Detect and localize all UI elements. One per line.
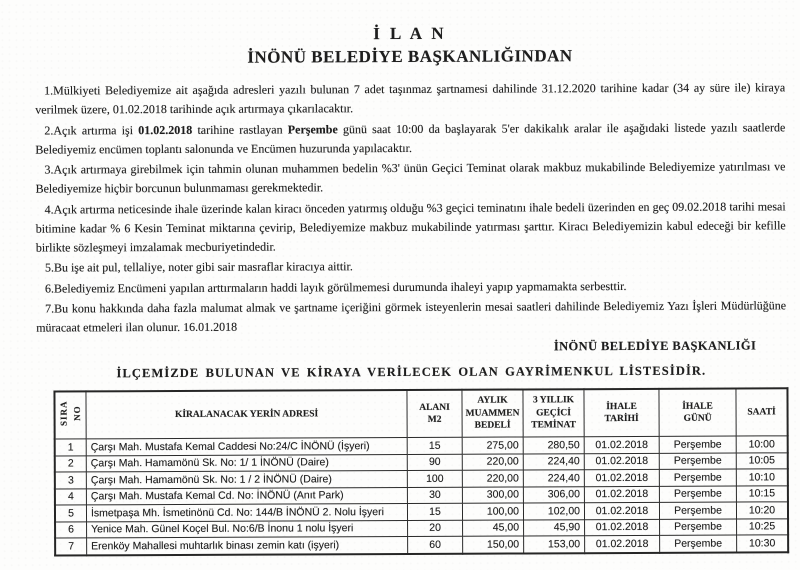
table-cell: 6 (55, 521, 87, 538)
table-cell: 220,00 (462, 470, 523, 487)
table-cell: 10:30 (737, 535, 789, 552)
table-header-row (54, 388, 787, 439)
table-cell: 10:25 (737, 518, 789, 535)
table-cell: 10:00 (736, 436, 788, 453)
table-cell: 102,00 (523, 503, 584, 520)
table-cell: 01.02.2018 (584, 436, 659, 453)
table-cell: 01.02.2018 (584, 469, 659, 486)
column-header: KİRALANACAK YERİN ADRESİ (86, 390, 407, 439)
table-cell: Perşembe (659, 436, 736, 453)
table-cell: Çarşı Mah. Hamamönü Sk. No: 1 / 2 İNÖNÜ (Daire) (86, 470, 407, 488)
paragraph (35, 78, 785, 119)
table-cell: 280,50 (523, 437, 584, 454)
table-body (55, 436, 788, 555)
text-run: 6.Belediyemiz Encümeni yapılan arttırmaların haddi layık görülmemesi durumunda ihaleyi yapıp yapmamakta serbesttir. (44, 278, 627, 296)
table-cell: 15 (407, 437, 462, 454)
bold-text-run: 01.02.2018 (138, 122, 193, 137)
paragraph (36, 197, 786, 257)
table-cell: 224,40 (523, 453, 584, 470)
table-cell: 20 (408, 520, 463, 537)
table-cell: 220,00 (462, 453, 523, 470)
text-run: 5.Bu işe ait pul, tellaliye, noter gibi sair masraflar kiracıya aittir. (44, 259, 353, 275)
table-cell: 01.02.2018 (585, 519, 660, 536)
bold-text-run: Perşembe (287, 121, 338, 136)
table-cell: 153,00 (524, 536, 585, 553)
table-cell: 10:15 (736, 485, 788, 502)
signature-line: İNÖNÜ BELEDİYE BAŞKANLIĞI (553, 338, 757, 354)
table-cell: 01.02.2018 (584, 486, 659, 503)
column-header: İHALE TARİHİ (584, 389, 659, 437)
table-cell: 275,00 (462, 437, 523, 454)
table-cell: 3 (55, 472, 87, 489)
paragraph (36, 276, 786, 298)
paragraph (36, 255, 786, 277)
table-cell: 45,90 (524, 519, 585, 536)
table-cell: 306,00 (523, 486, 584, 503)
table-cell: 90 (407, 454, 462, 471)
page-subtitle: İNÖNÜ BELEDİYE BAŞKANLIĞINDAN (247, 46, 573, 67)
table-cell: 01.02.2018 (584, 502, 659, 519)
table-cell: Çarşı Mah. Mustafa Kemal Caddesi No:24/C İNÖNÜ (İşyeri) (86, 437, 407, 455)
table-cell: Çarşı Mah. Mustafa Kemal Cd. No: İNÖNÜ (Anıt Park) (86, 487, 407, 505)
table-cell: Perşembe (660, 535, 737, 552)
announcement-paragraphs (35, 78, 786, 337)
table-cell: Erenköy Mahallesi muhtarlık binası zemin katı (işyeri) (87, 536, 408, 554)
table-cell: 45,00 (463, 519, 524, 536)
table-cell: 10:05 (736, 452, 788, 469)
table-cell: Yenice Mah. Günel Koçel Bul. No:6/B İnonu 1 nolu İşyeri (87, 520, 408, 538)
table-cell: 300,00 (462, 486, 523, 503)
table-cell: 224,40 (523, 470, 584, 487)
text-run: tarihine rastlayan (192, 121, 288, 137)
text-run: 1.Mülkiyeti Belediyemize ait aşağıda adresleri yazılı bulunan 7 adet taşınmaz şartnamesi dahilinde 31.12.2020 tarihine kadar (34 ay süre ile) kiraya verilmek üzere, 01.02.2018 tarihinde açık artırmaya çıkarılacaktır. (35, 80, 786, 117)
table-cell: 30 (407, 487, 462, 504)
property-table (53, 387, 789, 556)
table-cell: Perşembe (659, 453, 736, 470)
table-cell: İsmetpaşa Mh. İsmetinönü Cd. No: 144/B İNÖNÜ 2. Nolu İşyeri (86, 503, 407, 521)
table-cell: Perşembe (659, 469, 736, 486)
table-cell: 4 (55, 488, 87, 505)
table-cell: Perşembe (659, 502, 736, 519)
table-cell: 1 (55, 439, 87, 456)
table-cell: 10:20 (736, 502, 788, 519)
table-cell: Çarşı Mah. Hamamönü Sk. No: 1/ 1 İNÖNÜ (Daire) (86, 454, 407, 472)
table-cell: 01.02.2018 (585, 535, 660, 552)
text-run: 4.Açık artırma neticesinde ihale üzerinde kalan kiracı önceden yatırmış olduğu %3 geçici teminatını ihale bedeli üzerinden en geç 09.02.2018 tarihi mesai bitimine kadar % 6 Kesin Teminat miktarına çevirip, Belediyemize makbuz mukabilinde yatırması şarttır. Kiracı Belediyemizin kabul edeceği bir kefille birlikte sözleşmeyi imzalamak mecburiyetindedir. (35, 198, 786, 255)
column-header: SAATİ (736, 388, 788, 436)
table-cell: 100 (407, 470, 462, 487)
text-run: 2.Açık artırma işi (44, 122, 139, 138)
column-header: İHALE GÜNÜ (659, 389, 736, 437)
column-header (54, 391, 86, 439)
column-header: ALANI M2 (407, 390, 462, 438)
page-title: İ L A N (373, 23, 447, 44)
table-cell: 01.02.2018 (584, 453, 659, 470)
table-cell: 60 (408, 536, 463, 553)
table-cell: 2 (55, 455, 87, 472)
paragraph (35, 118, 785, 159)
table-cell: 150,00 (463, 536, 524, 553)
column-header: 3 YILLIK GEÇİCİ TEMİNAT (523, 389, 584, 437)
text-run: 3.Açık artırmaya girebilmek için tahmin olunan muhammen bedelin %3' ünün Geçici Teminat olarak makbuz mukabilinde Belediyemize yatırılması ve Belediyemize hiçbir borcunun bulunmaması gerekmektedir. (35, 159, 786, 196)
column-header: AYLIK MUAMMEN BEDELİ (462, 389, 523, 437)
paragraph (35, 157, 785, 198)
table-cell: 10:10 (736, 469, 788, 486)
vertical-header-text: SIRA NO (58, 400, 83, 427)
table-row (55, 535, 788, 555)
property-list-title: İLÇEMİZDE BULUNAN VE KİRAYA VERİLECEK OLAN GAYRİMENKUL LİSTESİDİR. (116, 363, 707, 381)
table-cell: Perşembe (659, 486, 736, 503)
table-cell: 15 (407, 503, 462, 520)
text-run: 7.Bu konu hakkında daha fazla malumat almak ve şartname içeriğini görmek isteyenlerin mesai saatleri dahilinde Belediyemiz Yazı İşleri Müdürlüğüne müracaat etmeleri ilan olunur. 16.01.2018 (36, 298, 787, 335)
table-cell: 100,00 (462, 503, 523, 520)
table-cell: 7 (55, 538, 87, 555)
text-run: günü saat 10:00 da başlayarak 5'er dakikalık aralar ile aşağıdaki listede yazılı saatlerde Belediyemiz encümen toplantı salonunda ve Encümen huzurunda yapılacaktır. (35, 119, 786, 157)
paragraph (36, 296, 786, 337)
table-cell: Perşembe (660, 519, 737, 536)
table-cell: 5 (55, 505, 87, 522)
